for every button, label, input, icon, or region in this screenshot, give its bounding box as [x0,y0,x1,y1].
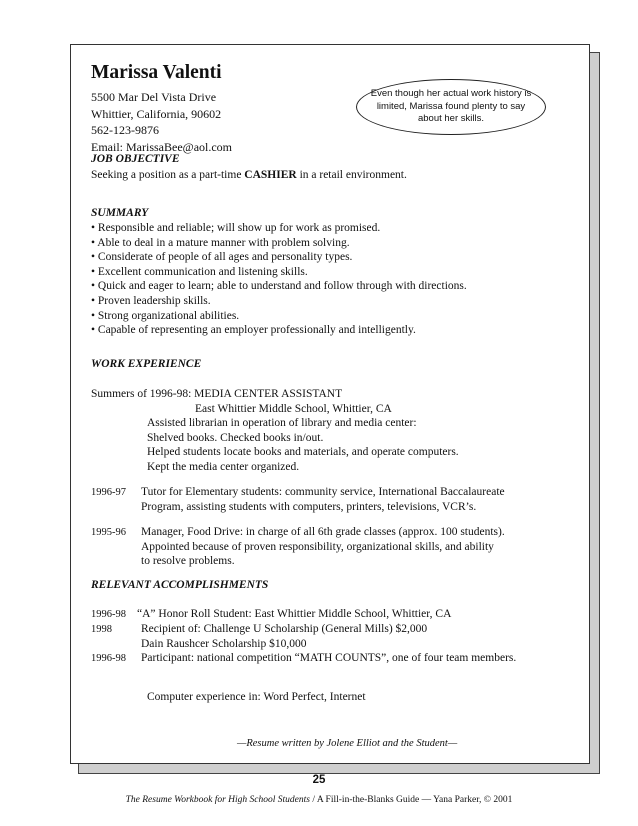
job1-title: Summers of 1996-98: MEDIA CENTER ASSISTANT [91,388,343,400]
accomp-text: Dain Raushcer Scholarship $10,000 [141,638,307,650]
summary-item: • Able to deal in a mature manner with problem solving. [91,236,350,249]
contact-phone: 562-123-9876 [91,123,159,137]
accomplishments-heading: RELEVANT ACCOMPLISHMENTS [91,579,269,591]
resume-card [70,44,590,764]
summary-heading: SUMMARY [91,207,149,219]
accomp-year: 1996-98 [91,653,126,664]
contact-email: Email: MarissaBee@aol.com [91,139,233,154]
footer-citation [0,795,638,805]
summary-item: • Responsible and reliable; will show up for work as promised. [91,222,381,234]
job1-duties [147,416,459,474]
job2-lines [141,485,505,514]
callout-text: Even though her actual work history is limited, Marissa found plenty to say about her skills. [370,88,532,125]
summary-item: • Proven leadership skills. [91,294,211,307]
accomp-text: Recipient of: Challenge U Scholarship (General Mills) $2,000 [141,623,428,635]
citation-title: The Resume Workbook for High School Students [125,795,310,805]
page-number: 25 [312,774,326,786]
resume-credit: —Resume written by Jolene Elliot and the Student— [237,738,458,749]
job1-place: East Whittier Middle School, Whittier, CA [195,403,392,415]
job3-line: Manager, Food Drive: in charge of all 6th grade classes (approx. 100 students). [141,526,505,538]
contact-city: Whittier, California, 90602 [91,106,222,121]
job3-line: to resolve problems. [141,555,235,567]
summary-item: • Quick and eager to learn; able to understand and follow through with directions. [91,280,467,293]
job1-duty: Helped students locate books and materials, and operate computers. [147,446,459,458]
computer-experience: Computer experience in: Word Perfect, Internet [147,691,366,703]
summary-item: • Strong organizational abilities. [91,309,240,322]
accomp-text: Participant: national competition “MATH COUNTS”, one of four team members. [141,652,517,664]
work-heading: WORK EXPERIENCE [91,358,202,370]
job3-year: 1995-96 [91,527,126,538]
objective-text [91,168,407,183]
job3-line: Appointed because of proven responsibility, organizational skills, and ability [141,540,494,553]
contact-block [91,89,232,155]
job1-duty: Shelved books. Checked books in/out. [147,431,324,444]
contact-address: 5500 Mar Del Vista Drive [91,90,217,104]
objective-heading: JOB OBJECTIVE [91,153,180,165]
summary-list [91,221,467,338]
accomp-text: “A” Honor Roll Student: East Whittier Middle School, Whittier, CA [137,608,452,620]
summary-item: • Excellent communication and listening skills. [91,265,308,278]
objective-bold: CASHIER [244,169,297,181]
objective-post: in a retail environment. [296,169,407,181]
summary-item: • Considerate of people of all ages and personality types. [91,251,353,264]
citation-rest: / A Fill-in-the-Blanks Guide — Yana Parker, © 2001 [309,795,513,805]
accomp-year: 1998 [91,624,112,635]
summary-item: • Capable of representing an employer professionally and intelligently. [91,324,416,337]
job1-duty: Assisted librarian in operation of library and media center: [147,417,417,429]
job2-line: Tutor for Elementary students: community service, International Baccalaureate [141,486,505,498]
resume-name: Marissa Valenti [91,62,222,83]
callout-bubble [356,79,546,135]
job2-year: 1996-97 [91,487,126,498]
job1-duty: Kept the media center organized. [147,460,300,473]
job2-line: Program, assisting students with computers, printers, televisions, VCR’s. [141,500,477,513]
job3-lines [141,525,505,569]
objective-pre: Seeking a position as a part-time [91,169,245,181]
accomp-year: 1996-98 [91,609,126,620]
